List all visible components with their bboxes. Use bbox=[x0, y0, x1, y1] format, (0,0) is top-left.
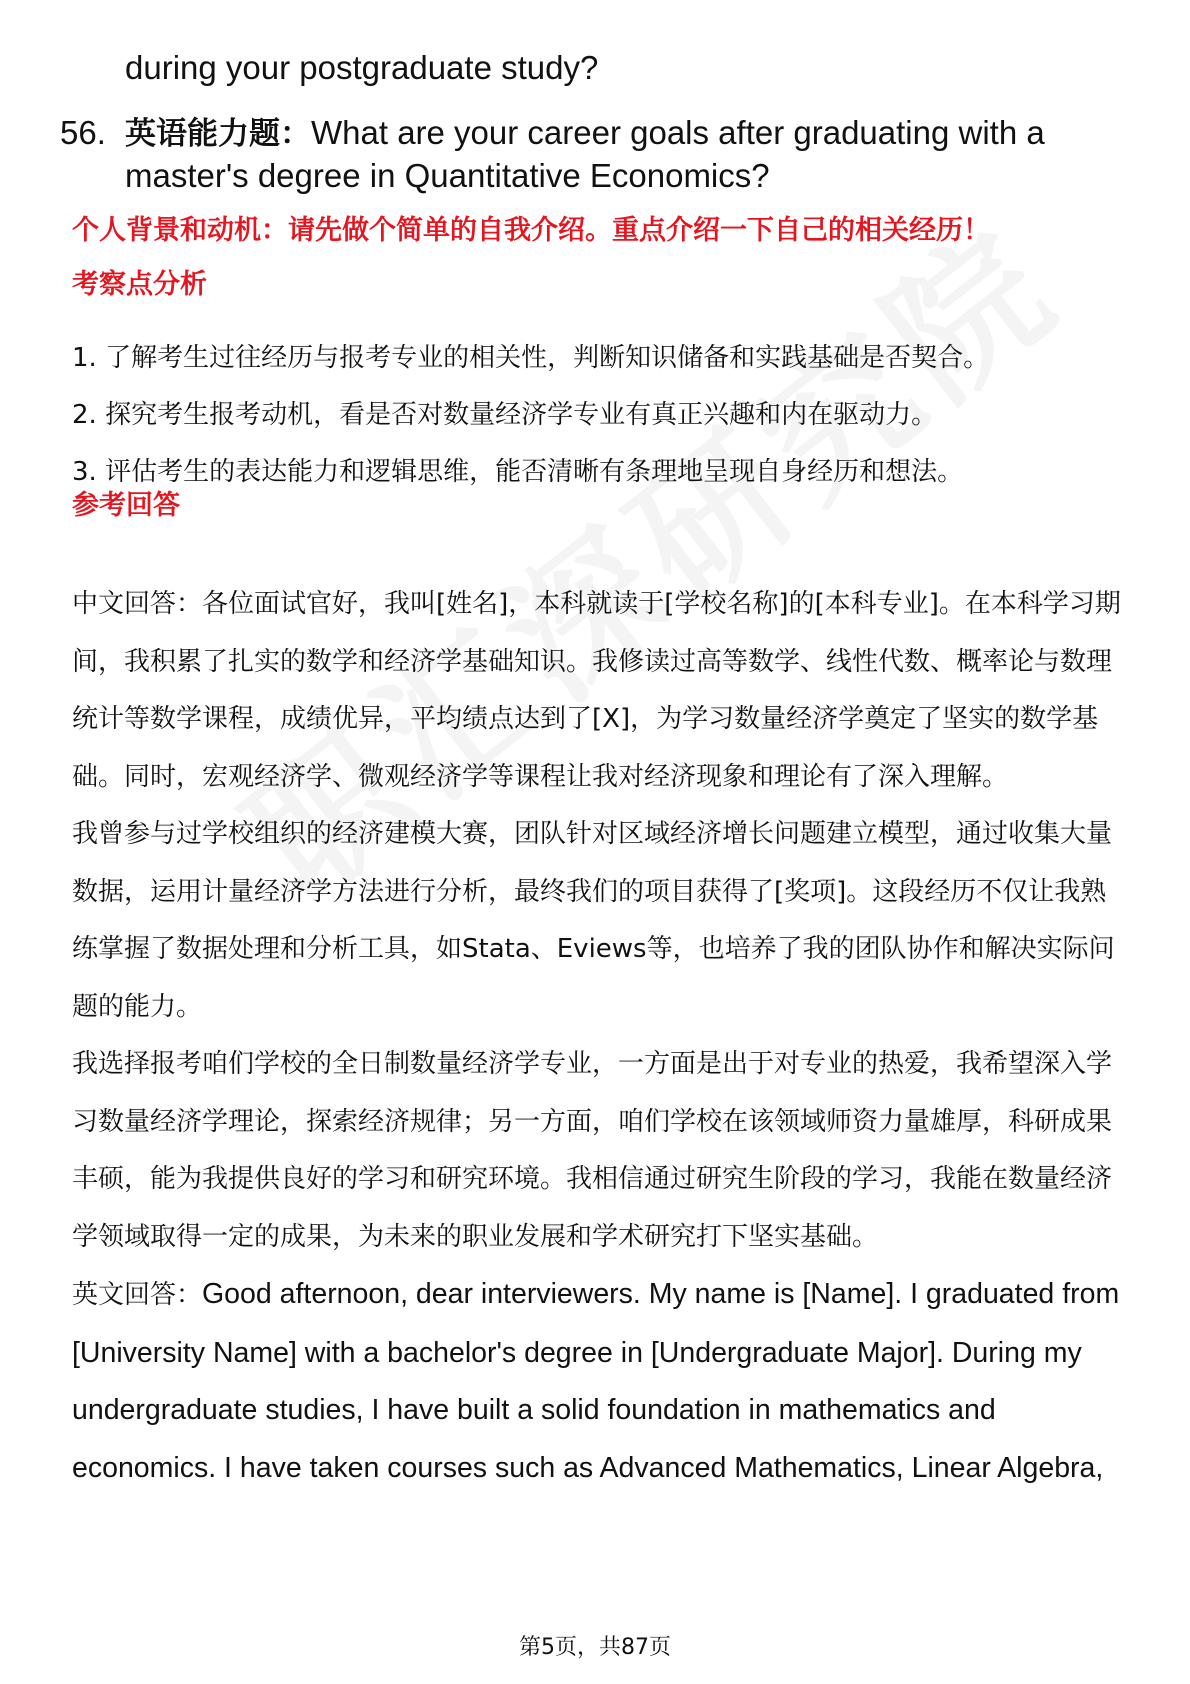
answer-paragraph-en bbox=[72, 1266, 1124, 1497]
answer-paragraph-cn-3: 我选择报考咱们学校的全日制数量经济学专业，一方面是出于对专业的热爱，我希望深入学习数量经济学理论，探索经济规律；另一方面，咱们学校在该领域师资力量雄厚，科研成果丰硕，能为我提供良好的学习和研究环境。我相信通过研究生阶段的学习，我能在数量经济学领域取得一定的成果，为未来的职业发展和学术研究打下坚实基础。 bbox=[72, 1049, 1113, 1252]
analysis-item: 2. 探究考生报考动机，看是否对数量经济学专业有真正兴趣和内在驱动力。 bbox=[72, 400, 938, 430]
reference-answer bbox=[72, 576, 1124, 1497]
question-number: 56. bbox=[60, 114, 106, 151]
question-continuation: during your postgraduate study? bbox=[125, 49, 599, 86]
analysis-list bbox=[72, 340, 1122, 511]
question-text: What are your career goals after graduating with a master's degree in Quantitative Economics? bbox=[125, 114, 1045, 194]
answer-en-label: 英文回答： bbox=[72, 1280, 203, 1310]
answer-paragraph-cn-2: 我曾参与过学校组织的经济建模大赛，团队针对区域经济增长问题建立模型，通过收集大量数据，运用计量经济学方法进行分析，最终我们的项目获得了[奖项]。这段经历不仅让我熟练掌握了数据处理和分析工具，如Stata、Eviews等，也培养了我的团队协作和解决实际问题的能力。 bbox=[72, 819, 1115, 1022]
page-footer: 第5页，共87页 bbox=[519, 1635, 671, 1660]
analysis-item: 3. 评估考生的表达能力和逻辑思维，能否清晰有条理地呈现自身经历和想法。 bbox=[72, 457, 964, 487]
reference-title: 参考回答 bbox=[72, 490, 180, 521]
answer-en-text: Good afternoon, dear interviewers. My name is [Name]. I graduated from [University Name] with a bachelor's degree in [Undergraduate Major]. During my undergraduate studies, I have built a solid foundation in mathematics and economics. I have taken courses such as Advanced Mathematics, Linear Algebra, bbox=[72, 1278, 1120, 1484]
prompt-heading: 个人背景和动机：请先做个简单的自我介绍。重点介绍一下自己的相关经历！ bbox=[72, 215, 990, 246]
question-body bbox=[125, 112, 1125, 197]
analysis-title: 考察点分析 bbox=[72, 269, 207, 300]
question-label: 英语能力题： bbox=[125, 116, 311, 152]
answer-paragraph-cn-1: 中文回答：各位面试官好，我叫[姓名]，本科就读于[学校名称]的[本科专业]。在本科学习期间，我积累了扎实的数学和经济学基础知识。我修读过高等数学、线性代数、概率论与数理统计等数学课程，成绩优异，平均绩点达到了[X]，为学习数量经济学奠定了坚实的数学基础。同时，宏观经济学、微观经济学等课程让我对经济现象和理论有了深入理解。 bbox=[72, 589, 1121, 792]
analysis-item: 1. 了解考生过往经历与报考专业的相关性，判断知识储备和实践基础是否契合。 bbox=[72, 343, 990, 373]
